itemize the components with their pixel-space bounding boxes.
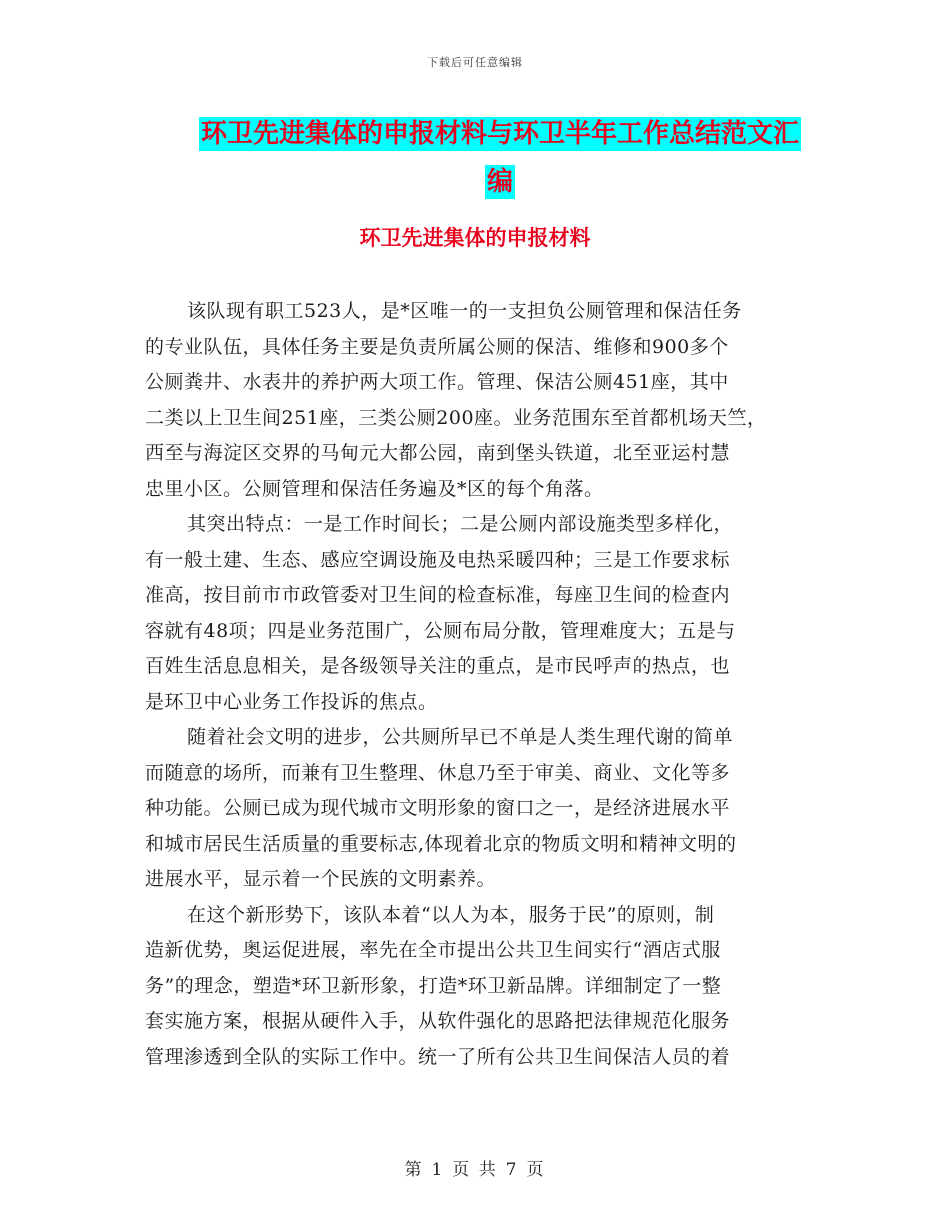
text-line: 和城市居民生活质量的重要标志,体现着北京的物质文明和精神文明的 xyxy=(145,832,737,855)
paragraph-1 xyxy=(145,294,805,507)
body-text xyxy=(145,294,805,1075)
text-line: 有一般土建、生态、感应空调设施及电热采暖四种；三是工作要求标 xyxy=(145,548,731,571)
text-line: 管理渗透到全队的实际工作中。统一了所有公共卫生间保洁人员的着 xyxy=(145,1045,731,1068)
text-line: 进展水平，显示着一个民族的文明素养。 xyxy=(145,868,497,890)
footer-page-number: 1 xyxy=(431,1160,445,1180)
text-line: 容就有48项；四是业务范围广，公厕布局分散，管理难度大；五是与 xyxy=(145,619,736,642)
document-title-line-2: 编 xyxy=(486,167,513,197)
text-line: 公厕粪井、水表井的养护两大项工作。管理、保洁公厕451座，其中 xyxy=(145,371,729,393)
paragraph-2 xyxy=(145,507,805,720)
footer-prefix: 第 xyxy=(404,1160,424,1180)
header-note: 下载后可任意编辑 xyxy=(427,56,523,69)
section-title: 环卫先进集体的申报材料 xyxy=(359,226,591,250)
text-line: 在这个新形势下，该队本着“以人为本，服务于民”的原则，制 xyxy=(187,903,715,926)
text-line: 二类以上卫生间251座，三类公厕200座。业务范围东至首都机场天竺， xyxy=(145,406,767,429)
paragraph-3 xyxy=(145,720,805,898)
text-line: 西至与海淀区交界的马甸元大都公园，南到堡头铁道，北至亚运村慧 xyxy=(145,442,731,464)
text-line: 套实施方案，根据从硬件入手，从软件强化的思路把法律规范化服务 xyxy=(145,1010,731,1032)
footer-mid: 页 共 xyxy=(452,1160,498,1180)
text-line: 随着社会文明的进步，公共厕所早已不单是人类生理代谢的简单 xyxy=(187,726,734,748)
footer-total-pages: 7 xyxy=(505,1160,519,1180)
text-line: 其突出特点：一是工作时间长；二是公厕内部设施类型多样化， xyxy=(187,513,734,535)
document-title-line-1: 环卫先进集体的申报材料与环卫半年工作总结范文汇 xyxy=(200,119,799,149)
text-line: 种功能。公厕已成为现代城市文明形象的窗口之一，是经济进展水平 xyxy=(145,797,731,819)
text-line: 造新优势，奥运促进展，率先在全市提出公共卫生间实行“酒店式服 xyxy=(145,939,721,961)
text-line: 的专业队伍，具体任务主要是负责所属公厕的保洁、维修和900多个 xyxy=(145,335,729,358)
text-line: 忠里小区。公厕管理和保洁任务遍及*区的每个角落。 xyxy=(145,477,604,500)
text-line: 是环卫中心业务工作投诉的焦点。 xyxy=(145,690,438,713)
footer-suffix: 页 xyxy=(526,1160,546,1180)
page-footer xyxy=(0,1155,950,1180)
text-line: 百姓生活息息相关，是各级领导关注的重点，是市民呼声的热点，也 xyxy=(145,655,731,677)
text-line: 务”的理念，塑造*环卫新形象，打造*环卫新品牌。详细制定了一整 xyxy=(145,974,722,997)
paragraph-4 xyxy=(145,898,805,1076)
text-line: 而随意的场所，而兼有卫生整理、休息乃至于审美、商业、文化等多 xyxy=(145,761,731,784)
document-title xyxy=(195,110,805,206)
text-line: 该队现有职工523人，是*区唯一的一支担负公厕管理和保洁任务 xyxy=(187,300,742,322)
text-line: 准高，按目前市市政管委对卫生间的检查标准，每座卫生间的检查内 xyxy=(145,584,731,606)
